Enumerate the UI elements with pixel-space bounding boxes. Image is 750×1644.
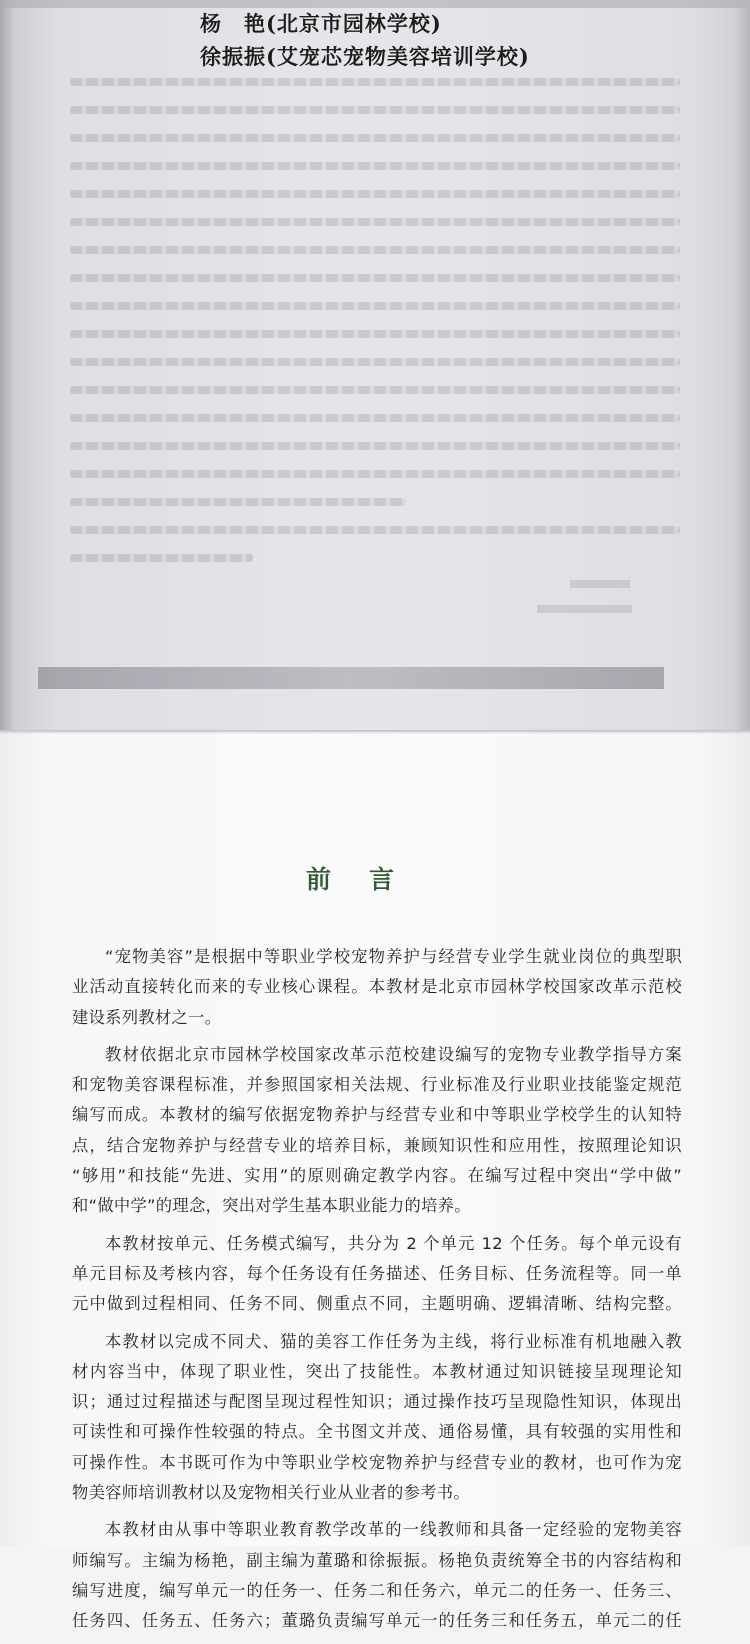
paragraph-3 (72, 1229, 682, 1320)
author-line-1: 杨 艳(北京市园林学校) (200, 11, 442, 36)
text-line: 识；通过过程描述与配图呈现过程性知识；通过操作技巧呈现隐性知识，体现出 (72, 1392, 682, 1412)
page-top-shadow (0, 0, 750, 8)
text-line: 单元目标及考核内容，每个任务设有任务描述、任务目标、任务流程等。同一单 (72, 1263, 682, 1283)
faded-date (537, 605, 632, 613)
paragraph-2 (72, 1040, 682, 1222)
text-line: “够用”和技能“先进、实用”的原则确定教学内容。在编写过程中突出“学中做” (72, 1166, 682, 1186)
right-page-edge (736, 0, 750, 730)
text-line: 可读性和可操作性较强的特点。全书图文并茂、通俗易懂，具有较强的实用性和 (72, 1422, 682, 1442)
preface-page (0, 730, 750, 1631)
preface-heading: 前言 (305, 865, 432, 894)
faded-signature (570, 580, 630, 588)
text-line: 建设系列教材之一。 (72, 1007, 222, 1027)
text-line: 编写进度，编写单元一的任务一、任务二和任务六，单元二的任务一、任务三、 (72, 1580, 682, 1600)
text-line: 师编写。主编为杨艳，副主编为董璐和徐振振。杨艳负责统筹全书的内容结构和 (72, 1550, 682, 1570)
text-line: 业活动直接转化而来的专业核心课程。本教材是北京市园林学校国家改革示范校 (72, 977, 682, 997)
page-seam (0, 730, 750, 734)
faded-text-block (70, 78, 680, 582)
text-line: 元中做到过程相同、任务不同、侧重点不同，主题明确、逻辑清晰、结构完整。 (72, 1294, 682, 1314)
text-line: 本教材以完成不同犬、猫的美容工作任务为主线，将行业标准有机地融入教 (105, 1331, 682, 1351)
text-line: 和“做中学”的理念，突出对学生基本职业能力的培养。 (72, 1196, 471, 1216)
text-line: 物美容师培训教材以及宠物相关行业从业者的参考书。 (72, 1483, 470, 1503)
author-line-2: 徐振振(艾宠芯宠物美容培训学校) (200, 44, 530, 69)
text-line: 点，结合宠物养护与经营专业的培养目标，兼顾知识性和应用性，按照理论知识 (72, 1135, 682, 1155)
text-line: 本教材由从事中等职业教育教学改革的一线教师和具备一定经验的宠物美容 (105, 1520, 682, 1540)
paragraph-4 (72, 1327, 682, 1509)
text-line: 编写而成。本教材的编写依据宠物养护与经营专业和中等职业学校学生的认知特 (72, 1105, 682, 1125)
text-line: 本教材按单元、任务模式编写，共分为 2 个单元 12 个任务。每个单元设有 (105, 1233, 682, 1253)
text-line: “宠物美容”是根据中等职业学校宠物养护与经营专业学生就业岗位的典型职 (105, 947, 682, 966)
previous-page (0, 0, 750, 730)
paragraph-5 (72, 1515, 682, 1636)
text-line: 材内容当中，体现了职业性，突出了技能性。本教材通过知识链接呈现理论知 (72, 1361, 682, 1381)
text-line: 教材依据北京市园林学校国家改革示范校建设编写的宠物专业教学指导方案 (105, 1044, 682, 1064)
text-line: 可操作性。本书既可作为中等职业学校宠物养护与经营专业的教材，也可作为宠 (72, 1452, 682, 1472)
page-fold-band (38, 667, 664, 689)
paragraph-1 (72, 942, 682, 1033)
left-page-edge (0, 0, 14, 730)
preface-body (72, 942, 682, 1644)
text-line: 任务四、任务五、任务六；董璐负责编写单元一的任务三和任务五，单元二的任 (72, 1611, 682, 1631)
text-line: 和宠物美容课程标准，并参照国家相关法规、行业标准及行业职业技能鉴定规范 (72, 1075, 682, 1095)
